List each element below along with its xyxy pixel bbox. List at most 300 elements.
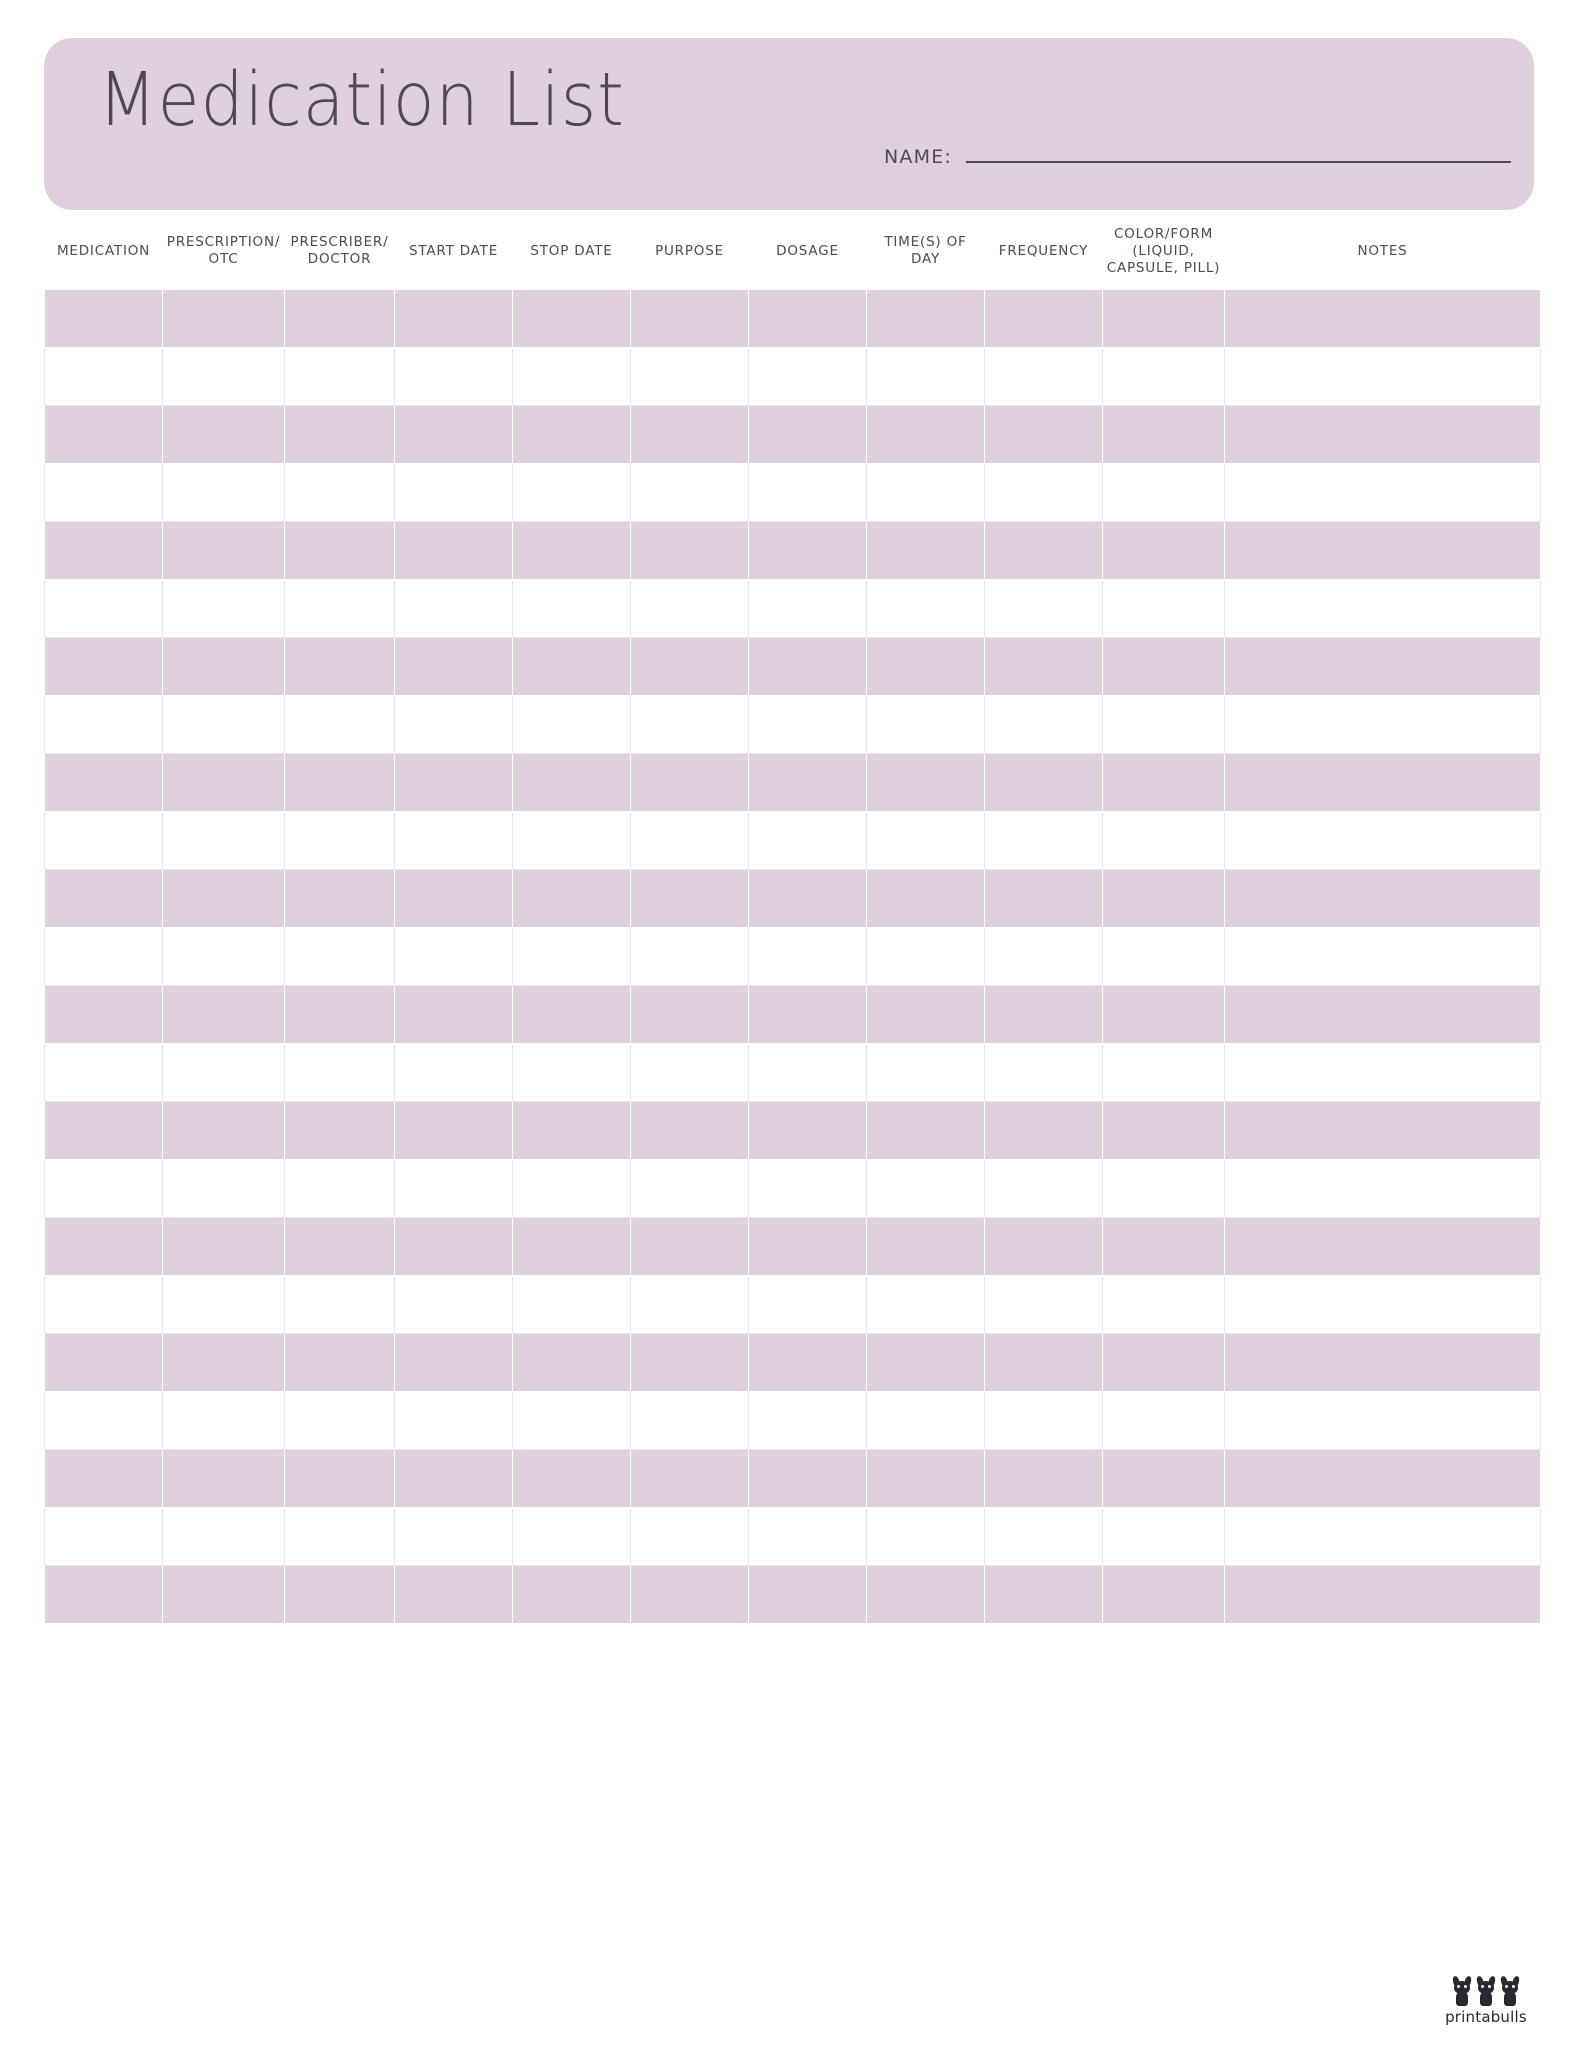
table-cell[interactable] [395,869,513,927]
table-cell[interactable] [749,1565,867,1623]
table-cell[interactable] [867,1101,985,1159]
table-cell[interactable] [867,1449,985,1507]
table-cell[interactable] [513,1449,631,1507]
table-cell[interactable] [867,637,985,695]
table-cell[interactable] [513,289,631,347]
table-cell[interactable] [285,405,395,463]
table-cell[interactable] [867,521,985,579]
table-cell[interactable] [985,1333,1103,1391]
table-cell[interactable] [513,985,631,1043]
table-cell[interactable] [631,811,749,869]
table-cell[interactable] [1225,753,1541,811]
table-cell[interactable] [163,1507,285,1565]
table-cell[interactable] [395,405,513,463]
table-cell[interactable] [395,1565,513,1623]
name-input-line[interactable] [966,161,1511,163]
medication-table [44,222,1541,1624]
table-cell[interactable] [1103,1275,1225,1333]
table-cell[interactable] [285,1449,395,1507]
dog-icon-3 [1499,1979,1521,2007]
table-cell[interactable] [1103,1565,1225,1623]
table-cell[interactable] [631,1565,749,1623]
table-cell[interactable] [45,811,163,869]
table-cell[interactable] [1225,1333,1541,1391]
table-cell[interactable] [985,1507,1103,1565]
table-cell[interactable] [749,405,867,463]
table-cell[interactable] [1225,579,1541,637]
table-cell[interactable] [631,289,749,347]
table-cell[interactable] [1225,927,1541,985]
table-cell[interactable] [163,1275,285,1333]
table-cell[interactable] [867,1565,985,1623]
table-cell[interactable] [631,985,749,1043]
table-cell[interactable] [631,1159,749,1217]
name-label: NAME: [884,146,953,168]
table-cell[interactable] [45,1159,163,1217]
table-cell[interactable] [1103,289,1225,347]
column-header-dosage [749,222,867,289]
table-cell[interactable] [1103,1507,1225,1565]
table-row [45,579,1541,637]
dog-icon-2 [1475,1979,1497,2007]
table-cell[interactable] [749,347,867,405]
table-cell[interactable] [1225,1565,1541,1623]
table-cell[interactable] [45,695,163,753]
table-cell[interactable] [285,869,395,927]
table-cell[interactable] [395,1507,513,1565]
table-cell[interactable] [163,1217,285,1275]
table-cell[interactable] [285,1507,395,1565]
table-cell[interactable] [749,811,867,869]
table-cell[interactable] [513,927,631,985]
table-cell[interactable] [985,811,1103,869]
table-cell[interactable] [985,985,1103,1043]
table-cell[interactable] [867,1333,985,1391]
table-cell[interactable] [163,1159,285,1217]
table-cell[interactable] [45,753,163,811]
table-cell[interactable] [395,1391,513,1449]
column-header-stop-date [513,222,631,289]
table-cell[interactable] [513,347,631,405]
table-cell[interactable] [163,1043,285,1101]
table-cell[interactable] [285,1391,395,1449]
table-row [45,463,1541,521]
table-cell[interactable] [285,1159,395,1217]
table-cell[interactable] [749,1391,867,1449]
table-cell[interactable] [513,753,631,811]
table-cell[interactable] [163,1101,285,1159]
table-cell[interactable] [285,927,395,985]
table-cell[interactable] [631,347,749,405]
table-cell[interactable] [163,1449,285,1507]
table-cell[interactable] [749,1217,867,1275]
table-cell[interactable] [985,1159,1103,1217]
column-header-line: DOSAGE [776,242,839,259]
table-cell[interactable] [1225,405,1541,463]
table-cell[interactable] [45,289,163,347]
table-cell[interactable] [1103,1043,1225,1101]
table-cell[interactable] [395,1101,513,1159]
table-cell[interactable] [985,405,1103,463]
table-cell[interactable] [1103,869,1225,927]
table-cell[interactable] [395,579,513,637]
column-header-line: PRESCRIPTION/ [166,234,281,251]
table-cell[interactable] [45,1101,163,1159]
table-cell[interactable] [45,869,163,927]
table-cell[interactable] [1103,579,1225,637]
table-cell[interactable] [867,1159,985,1217]
table-cell[interactable] [1225,1217,1541,1275]
table-cell[interactable] [985,637,1103,695]
table-cell[interactable] [163,463,285,521]
table-cell[interactable] [867,463,985,521]
table-cell[interactable] [285,695,395,753]
table-cell[interactable] [985,579,1103,637]
table-cell[interactable] [513,695,631,753]
table-cell[interactable] [1103,811,1225,869]
table-cell[interactable] [749,1275,867,1333]
table-cell[interactable] [1103,637,1225,695]
table-cell[interactable] [395,985,513,1043]
column-header-line: (LIQUID, [1132,242,1195,259]
table-cell[interactable] [985,869,1103,927]
table-cell[interactable] [631,695,749,753]
table-cell[interactable] [985,1101,1103,1159]
table-cell[interactable] [163,811,285,869]
table-cell[interactable] [163,927,285,985]
column-header-line: FREQUENCY [998,242,1089,259]
table-cell[interactable] [1103,927,1225,985]
table-cell[interactable] [45,1217,163,1275]
table-cell[interactable] [395,1159,513,1217]
column-header-line: MEDICATION [56,242,151,259]
table-cell[interactable] [867,811,985,869]
column-header-color-form [1103,222,1225,289]
table-cell[interactable] [749,1159,867,1217]
table-cell[interactable] [631,927,749,985]
table-cell[interactable] [749,695,867,753]
column-header-line: PURPOSE [655,242,724,259]
table-cell[interactable] [867,405,985,463]
table-cell[interactable] [749,289,867,347]
table-cell[interactable] [631,753,749,811]
table-cell[interactable] [163,869,285,927]
table-cell[interactable] [285,347,395,405]
table-cell[interactable] [45,521,163,579]
table-cell[interactable] [1103,753,1225,811]
table-cell[interactable] [163,695,285,753]
table-cell[interactable] [163,347,285,405]
table-cell[interactable] [1103,985,1225,1043]
table-cell[interactable] [395,1449,513,1507]
table-cell[interactable] [1225,1043,1541,1101]
table-cell[interactable] [1225,1507,1541,1565]
table-cell[interactable] [985,1217,1103,1275]
table-row [45,405,1541,463]
table-cell[interactable] [1225,637,1541,695]
table-cell[interactable] [285,1217,395,1275]
table-cell[interactable] [513,1565,631,1623]
table-cell[interactable] [395,347,513,405]
table-cell[interactable] [163,1391,285,1449]
table-cell[interactable] [749,1333,867,1391]
table-cell[interactable] [631,637,749,695]
table-cell[interactable] [45,985,163,1043]
table-cell[interactable] [513,521,631,579]
table-cell[interactable] [163,1565,285,1623]
table-cell[interactable] [395,811,513,869]
table-cell[interactable] [985,1275,1103,1333]
table-cell[interactable] [285,985,395,1043]
table-cell[interactable] [985,695,1103,753]
table-cell[interactable] [867,347,985,405]
table-cell[interactable] [749,463,867,521]
table-cell[interactable] [285,1043,395,1101]
table-cell[interactable] [45,1333,163,1391]
column-header-start-date [395,222,513,289]
table-cell[interactable] [631,1391,749,1449]
table-row [45,811,1541,869]
table-cell[interactable] [285,1333,395,1391]
table-cell[interactable] [631,1043,749,1101]
table-cell[interactable] [867,1217,985,1275]
table-cell[interactable] [985,347,1103,405]
column-header-prescriber-doctor [285,222,395,289]
table-cell[interactable] [749,753,867,811]
table-cell[interactable] [513,1043,631,1101]
table-cell[interactable] [45,927,163,985]
table-header [45,222,1541,289]
table-cell[interactable] [1103,1101,1225,1159]
table-cell[interactable] [1225,521,1541,579]
table-cell[interactable] [1225,811,1541,869]
table-cell[interactable] [985,463,1103,521]
table-cell[interactable] [1103,1217,1225,1275]
table-cell[interactable] [631,1507,749,1565]
table-row [45,1101,1541,1159]
table-cell[interactable] [985,1043,1103,1101]
table-cell[interactable] [1225,347,1541,405]
table-cell[interactable] [867,869,985,927]
table-cell[interactable] [285,753,395,811]
table-cell[interactable] [395,1217,513,1275]
brand-name: printabulls [1445,2008,1527,2026]
table-cell[interactable] [285,463,395,521]
table-cell[interactable] [1103,1391,1225,1449]
table-cell[interactable] [513,463,631,521]
table-cell[interactable] [631,521,749,579]
table-cell[interactable] [163,579,285,637]
table-row [45,869,1541,927]
table-cell[interactable] [513,811,631,869]
table-cell[interactable] [631,463,749,521]
table-row [45,1159,1541,1217]
table-cell[interactable] [1103,1449,1225,1507]
table-cell[interactable] [749,927,867,985]
table-row [45,637,1541,695]
table-cell[interactable] [513,1217,631,1275]
table-cell[interactable] [45,1391,163,1449]
table-cell[interactable] [285,637,395,695]
table-cell[interactable] [1225,1159,1541,1217]
table-cell[interactable] [513,1101,631,1159]
table-cell[interactable] [985,1449,1103,1507]
column-header-line: NOTES [1357,242,1408,259]
table-cell[interactable] [163,405,285,463]
table-row [45,289,1541,347]
table-cell[interactable] [513,1391,631,1449]
table-cell[interactable] [631,1275,749,1333]
table-cell[interactable] [1225,985,1541,1043]
table-row [45,1507,1541,1565]
table-cell[interactable] [631,579,749,637]
table-cell[interactable] [1225,1391,1541,1449]
table-cell[interactable] [985,1391,1103,1449]
table-cell[interactable] [395,463,513,521]
table-cell[interactable] [1103,347,1225,405]
table-cell[interactable] [749,1449,867,1507]
table-cell[interactable] [1225,1449,1541,1507]
table-header-row [45,222,1541,289]
table-cell[interactable] [1225,869,1541,927]
table-cell[interactable] [395,1333,513,1391]
table-cell[interactable] [985,753,1103,811]
table-cell[interactable] [1225,463,1541,521]
table-cell[interactable] [867,753,985,811]
column-header-prescription-otc [163,222,285,289]
three-dogs-icon [1431,1977,1541,2007]
table-cell[interactable] [163,1333,285,1391]
table-cell[interactable] [1103,463,1225,521]
table-cell[interactable] [867,1507,985,1565]
table-cell[interactable] [985,927,1103,985]
table-cell[interactable] [1225,1275,1541,1333]
table-cell[interactable] [1225,289,1541,347]
table-cell[interactable] [163,985,285,1043]
table-cell[interactable] [631,1217,749,1275]
table-cell[interactable] [163,289,285,347]
table-cell[interactable] [45,1507,163,1565]
table-cell[interactable] [867,289,985,347]
column-header-line: DOCTOR [307,251,372,268]
table-row [45,1217,1541,1275]
table-cell[interactable] [513,1333,631,1391]
table-cell[interactable] [395,753,513,811]
table-cell[interactable] [631,405,749,463]
table-row [45,927,1541,985]
table-cell[interactable] [749,1507,867,1565]
table-cell[interactable] [285,811,395,869]
table-cell[interactable] [867,927,985,985]
table-cell[interactable] [1103,521,1225,579]
table-cell[interactable] [285,521,395,579]
table-cell[interactable] [749,637,867,695]
table-cell[interactable] [285,1275,395,1333]
column-header-line: START DATE [408,242,499,259]
table-cell[interactable] [985,289,1103,347]
table-cell[interactable] [1103,695,1225,753]
table-cell[interactable] [395,289,513,347]
table-cell[interactable] [285,1101,395,1159]
header-banner [44,38,1534,210]
table-cell[interactable] [1103,1333,1225,1391]
table-cell[interactable] [985,1565,1103,1623]
column-header-times-of-day [867,222,985,289]
table-row [45,1275,1541,1333]
table-cell[interactable] [867,579,985,637]
table-cell[interactable] [1225,695,1541,753]
table-cell[interactable] [395,927,513,985]
table-cell[interactable] [749,869,867,927]
table-cell[interactable] [45,347,163,405]
name-field[interactable] [884,146,1511,168]
table-cell[interactable] [749,521,867,579]
table-cell[interactable] [631,1101,749,1159]
table-cell[interactable] [631,869,749,927]
table-cell[interactable] [395,521,513,579]
table-cell[interactable] [395,695,513,753]
table-cell[interactable] [513,579,631,637]
table-cell[interactable] [749,1043,867,1101]
table-cell[interactable] [749,1101,867,1159]
table-cell[interactable] [395,1043,513,1101]
table-cell[interactable] [285,1565,395,1623]
table-cell[interactable] [513,1159,631,1217]
table-cell[interactable] [395,637,513,695]
table-cell[interactable] [513,637,631,695]
table-body [45,289,1541,1623]
column-header-line: PRESCRIBER/ [290,234,389,251]
table-cell[interactable] [749,579,867,637]
table-cell[interactable] [985,521,1103,579]
column-header-notes [1225,222,1541,289]
table-cell[interactable] [163,753,285,811]
table-cell[interactable] [513,405,631,463]
table-cell[interactable] [45,405,163,463]
table-cell[interactable] [867,1043,985,1101]
table-row [45,1565,1541,1623]
table-cell[interactable] [631,1449,749,1507]
table-cell[interactable] [867,695,985,753]
table-cell[interactable] [45,1449,163,1507]
table-cell[interactable] [513,869,631,927]
table-cell[interactable] [163,521,285,579]
column-header-line: TIME(S) OF DAY [884,234,967,268]
table-cell[interactable] [749,985,867,1043]
table-cell[interactable] [45,1565,163,1623]
table-cell[interactable] [1103,405,1225,463]
table-cell[interactable] [45,463,163,521]
table-cell[interactable] [45,1043,163,1101]
table-cell[interactable] [285,579,395,637]
table-cell[interactable] [631,1333,749,1391]
table-cell[interactable] [867,985,985,1043]
table-cell[interactable] [867,1391,985,1449]
table-cell[interactable] [45,637,163,695]
column-header-medication [45,222,163,289]
table-cell[interactable] [1225,1101,1541,1159]
table-cell[interactable] [1103,1159,1225,1217]
table-cell[interactable] [867,1275,985,1333]
table-cell[interactable] [45,1275,163,1333]
table-cell[interactable] [513,1507,631,1565]
table-cell[interactable] [163,637,285,695]
table-cell[interactable] [395,1275,513,1333]
table-cell[interactable] [285,289,395,347]
table-cell[interactable] [513,1275,631,1333]
table-cell[interactable] [45,579,163,637]
footer-logo [1431,1977,1541,2026]
